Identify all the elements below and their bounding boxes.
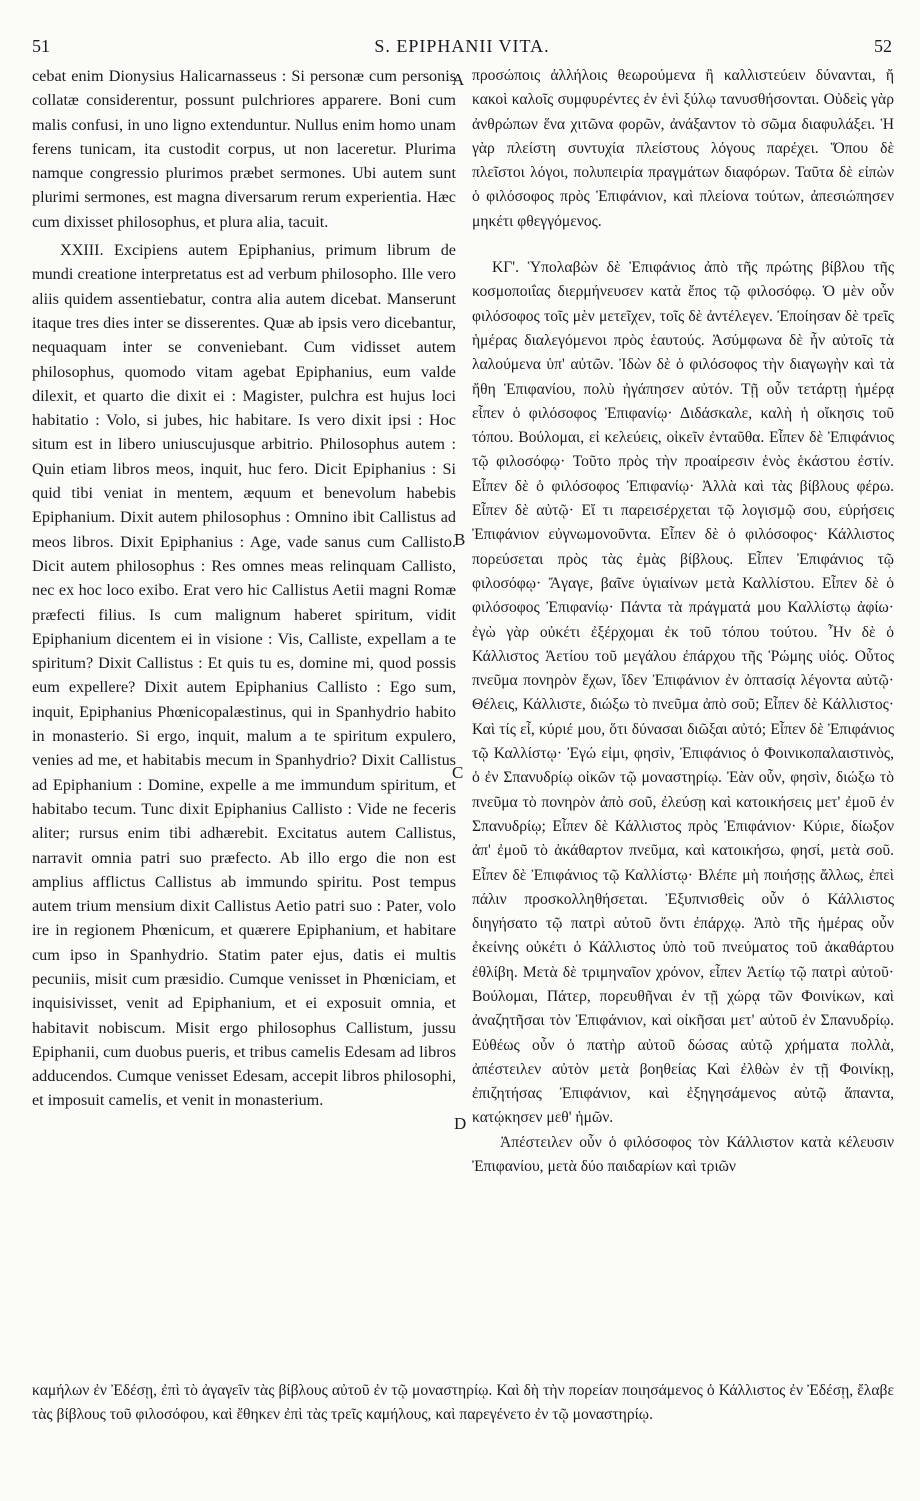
page-number-right: 52 bbox=[874, 36, 892, 56]
greek-paragraph-3: Ἀπέστειλεν οὖν ὁ φιλόσοφος τὸν Κάλλιστον κατὰ κέλευσιν Ἐπιφανίου, μετὰ δύο παιδαρίων καὶ τριῶν bbox=[472, 1133, 894, 1176]
running-header bbox=[32, 36, 892, 60]
latin-paragraph-2: XXIII. Excipiens autem Epiphanius, primum librum de mundi creatione interpretatus est ad verbum philosopho. Ille vero aliis quidem assentiebatur, contra alia autem dicebat. Manserunt itaque tres dies inter se disserentes. Quæ ab ipsis vero dicebantur, nequaquam inter se conveniebant. Cum vidisset autem philosophus, quomodo vitam agebat Epiphanius, eum valde dilexit, et quarto die dixit ei : Magister, pulchra est hujus loci habitatio : Volo, si jubes, hic habitare. Is vero dixit ipsi : Hoc situm est in libero uniuscujusque arbitrio. Philosophus autem : Quin etiam libros meos, inquit, huc fero. Dicit Epiphanius : Si quid tibi veniat in mentem, æquum et benevolum habebis Epiphanium. Dixit autem philosophus : Omnino ibit Callistus ad meos libros. Dixit Epiphanius : Age, vade sanus cum Callisto. Dicit autem philosophus : Res omnes meas relinquam Callisto, nec ex hoc loco exibo. Erat vero hic Callistus Aetii magni Romæ præfecti filius. Is cum malignum haberet spiritum, vidit Epiphanium dicentem ei in visione : Vis, Calliste, expellam a te spiritum? Dixit Callistus : Et quis tu es, domine mi, quod possis eum expellere? Dixit autem Epiphanius Callisto : Ego sum, inquit, Epiphanius Phœnicopalæstinus, qui in Spanhydrio habito in monasterio. Si ergo, inquit, malum a te spiritum expulero, venies ad me, et habitabis mecum in Spanhydrio? Dixit Callistus ad Epiphanium : Domine, expelle a me immundum spiritum, et habitabo tecum. Tunc dixit Epiphanius Callisto : Vide ne feceris aliter; rursus enim tibi adhærebit. Excitatus autem Callistus, narravit omnia patri suo præfecto. Ab illo ergo die non est amplius afflictus Callistus ab immundo spiritu. Post tempus autem trium mensium dixit Callistus Aetio patri suo : Pater, volo ire in regionem Phœnicum, et quærere Epiphanium, et habitare cum ipso in Spanhydrio. Statim pater ejus, datis ei multis pecuniis, misit cum præsidio. Cumque venisset in Phœniciam, et inquisivisset, venit ad Epiphanium, et ei exposuit omnia, et habitavit nobiscum. Misit ergo philosophus Callistum, jussu Epiphanii, cum duobus pueris, et tribus camelis Edesam ad libros adducendos. Cumque venisset Edesam, accepit libros philosophi, et imposuit camelis, et venit in monasterium. bbox=[32, 241, 456, 1110]
greek-paragraph-1: προσώποις ἀλλήλοις θεωρούμενα ἢ καλλιστεύειν δύνανται, ἤ κακοὶ καλοῖς συμφυρέντες ἐν ἑνὶ ξύλῳ τανυσθήσονται. Οὐδεὶς γὰρ ἀνθρώπων ἕνα χιτῶνα φορῶν, ἀνάξαντον τὸ σῶμα διαφυλάξει. Ἡ γὰρ πλείστη συντυχία πλείστους λόγους παρέχει. Ὅπου δὲ πλεῖστοι λόγοι, πολυπειρία πραγμάτων διαφόρων. Ταῦτα δὲ εἰπὼν ὁ φιλόσοφος πρὸς Ἐπιφάνιον, καὶ πλείονα τούτων, ἀπεσιώπησεν μηκέτι φθεγγόμενος. bbox=[472, 67, 894, 230]
margin-marker-d: D bbox=[454, 1114, 467, 1133]
greek-paragraph-2: ΚΓ'. Ὑπολαβὼν δὲ Ἐπιφάνιος ἀπὸ τῆς πρώτης βίβλου τῆς κοσμοποιΐας διερμήνευσεν κατὰ ἔπος τῷ φιλοσόφῳ. Ὁ μὲν οὖν φιλόσοφος τοῖς μὲν μετεῖχεν, τοῖς δὲ ἀντέλεγεν. Ἐποίησαν δὲ τρεῖς ἡμέρας διαλεγόμενοι πρὸς ἑαυτούς. Ἀσύμφωνα δὲ ἦν αὐτοῖς τὰ λαλούμενα ὑπ' αὐτῶν. Ἰδὼν δὲ ὁ φιλόσοφος τὴν διαγωγὴν καὶ τὰ ἤθη Ἐπιφανίου, πολὺ ἠγάπησεν αὐτόν. Τῇ οὖν τετάρτῃ ἡμέρᾳ εἶπεν ὁ φιλόσοφος Ἐπιφανίῳ· Διδάσκαλε, καλὴ ἡ οἴκησις τοῦ τόπου. Βούλομαι, εἰ κελεύεις, οἰκεῖν ἐνταῦθα. Εἶπεν δὲ Ἐπιφάνιος τῷ φιλοσόφῳ· Τοῦτο πρὸς τὴν προαίρεσιν ἑνὸς ἑκάστου ἐστίν. Εἶπεν δὲ ὁ φιλόσοφος Ἐπιφανίῳ· Ἀλλὰ καὶ τὰς βίβλους φέρω. Εἶπεν δὲ αὐτῷ· Εἴ τι παρεισέρχεται τῷ λογισμῷ σου, εὑρήσεις Ἐπιφάνιον εὐγνωμονοῦντα. Εἶπεν δὲ ὁ φιλόσοφος· Κάλλιστος πορεύσεται πρὸς τὰς ἐμὰς βίβλους. Εἶπεν Ἐπιφάνιος τῷ φιλοσόφῳ· Ἄγαγε, βαῖνε ὑγιαίνων μετὰ Καλλίστου. Εἶπεν δὲ ὁ φιλόσοφος Ἐπιφανίῳ· Πάντα τὰ πράγματά μου Καλλίστῳ ἀφίω· ἐγὼ γὰρ οὐκέτι ἐξέρχομαι ἐκ τοῦ τόπου τούτου. Ἦν δὲ ὁ Κάλλιστος Ἀετίου τοῦ μεγάλου ἐπάρχου τῆς Ῥώμης υἱός. Οὗτος πνεῦμα πονηρὸν ἔχων, ἴδεν Ἐπιφάνιον ἐν ὀπτασίᾳ λέγοντα αὐτῷ· Θέλεις, Κάλλιστε, διώξω τὸ πνεῦμα ἀπὸ σοῦ; Εἶπεν δὲ Κάλλιστος· Καὶ τίς εἶ, κύριέ μου, ὅτι δύνασαι διῶξαι αὐτό; Εἶπεν δὲ Ἐπιφάνιος τῷ Καλλίστῳ· Ἐγώ εἰμι, φησὶν, Ἐπιφάνιος ὁ Φοινικοπαλαιστινὸς, ὁ ἐν Σπανυδρίῳ οἰκῶν τῷ μοναστηρίῳ. Ἐὰν οὖν, φησὶν, διώξω τὸ πνεῦμα τὸ πονηρὸν ἀπὸ σοῦ, ἐλεύσῃ καὶ κατοικήσεις μετ' ἐμοῦ ἐν Σπανυδρίῳ; Εἶπεν δὲ Κάλλιστος πρὸς Ἐπιφάνιον· Κύριε, δίωξον ἀπ' ἐμοῦ τὸ ἀκάθαρτον πνεῦμα, καὶ κατοικήσω, φησί, μετὰ σοῦ. Εἶπεν δὲ Ἐπιφάνιος τῷ Καλλίστῳ· Βλέπε μὴ ποιήσῃς ἄλλως, ἐπεὶ πάλιν προσκολληθήσεται. Ἐξυπνισθεὶς οὖν ὁ Κάλλιστος διηγήσατο τῷ πατρὶ αὐτοῦ ὄντι ἐπάρχῳ. Ἀπὸ τῆς ἡμέρας οὖν ἐκείνης οὐκέτι ὁ Κάλλιστος ὑπὸ τοῦ πνεύματος τοῦ ἀκαθάρτου ἐθλίβη. Μετὰ δὲ τριμηναῖον χρόνον, εἶπεν Ἀετίῳ τῷ πατρὶ αὐτοῦ· Βούλομαι, Πάτερ, πορευθῆναι ἐν τῇ χώρᾳ τῶν Φοινίκων, καὶ ἀναζητῆσαι τὸν Ἐπιφάνιον, καὶ οἰκῆσαι μετ' αὐτοῦ ἐν Σπανυδρίῳ. Εὐθέως οὖν ὁ πατὴρ αὐτοῦ δώσας αὐτῷ χρήματα πολλὰ, ἀπέστειλεν αὐτὸν μετὰ βοηθείας Καὶ ἐλθὼν ἐν τῇ Φοινίκῃ, ἐπιζητήσας Ἐπιφάνιον, καὶ ἐξηγησάμενος αὐτῷ ἅπαντα, κατῴκησεν μεθ' ἡμῶν. bbox=[472, 259, 894, 1127]
latin-paragraph-1: cebat enim Dionysius Halicarnasseus : Si personæ cum personis collatæ considerentur, possunt pulchriores apparere. Boni cum malis confusi, in uno ligno extenduntur. Nullus enim homo unam ferens tunicam, ita custodit corpus, ut non laceretur. Plurima namque congressio plurimos præbet sermones. Ubi autem sunt plurimi sermones, est magna diversarum rerum experientia. Hæc cum dixisset philosophus, et plura alia, tacuit. bbox=[32, 67, 456, 231]
latin-column bbox=[32, 64, 456, 1113]
running-title: S. EPIPHANII VITA. bbox=[374, 36, 550, 56]
margin-marker-c: C bbox=[452, 763, 464, 782]
page-number-left: 51 bbox=[32, 36, 50, 56]
margin-marker-a: A bbox=[452, 70, 465, 89]
greek-footer-paragraph: καμήλων ἐν Ἐδέσῃ, ἐπὶ τὸ ἀγαγεῖν τὰς βίβλους αὐτοῦ ἐν τῷ μοναστηρίῳ. Καὶ δὴ τὴν πορείαν ποιησάμενος ὁ Κάλλιστος ἐν Ἐδέσῃ, ἔλαβε τὰς βίβλους τοῦ φιλοσόφου, καὶ ἔθηκεν ἐπὶ τὰς τρεῖς καμήλους, καὶ παρεγένετο ἐν τῷ μοναστηρίῳ. bbox=[32, 1382, 894, 1424]
greek-footer-text bbox=[32, 1379, 894, 1428]
margin-marker-b: B bbox=[454, 530, 466, 549]
greek-column bbox=[472, 64, 894, 1179]
